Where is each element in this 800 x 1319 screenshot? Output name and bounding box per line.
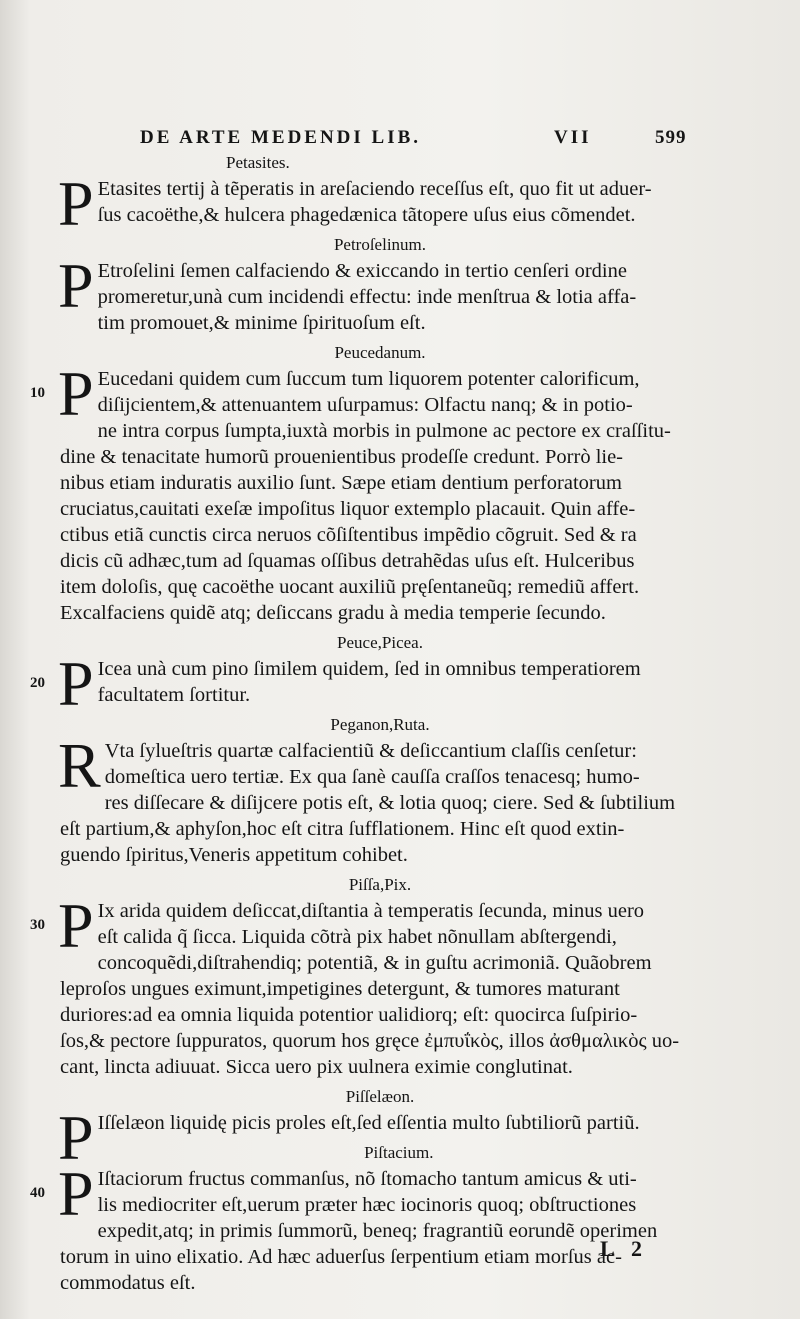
text-line: Excalfaciens quidẽ atq; deſiccans gradu à media temperie ſecundo. (60, 602, 606, 624)
text-line: guendo ſpiritus,Veneris appetitum cohibet. (60, 844, 408, 866)
drop-capital: P (58, 358, 94, 429)
margin-line-number: 20 (30, 675, 45, 691)
text-line: leproſos ungues eximunt,impetigines detergunt, & tumores maturant (60, 978, 620, 1000)
text-line: Iſſelæon liquidę picis proles eſt,ſed eſſentia multo ſubtiliorũ partiũ. (97, 1112, 640, 1134)
text-line: cant, lincta adiuuat. Sicca uero pix uulnera eximie conglutinat. (60, 1056, 573, 1078)
text-line: diſijcientem,& attenuantem uſurpamus: Olfactu nanq; & in potio- (97, 394, 633, 416)
text-line: Vta ſylueſtris quartæ calfacientiũ & deſiccantium claſſis cenſetur: (104, 740, 637, 762)
page-body (30, 152, 700, 1302)
text-line: commodatus eſt. (60, 1272, 196, 1294)
text-line: promeretur,unà cum incidendi effectu: inde menſtrua & lotia affa- (97, 286, 637, 308)
text-line: concoquẽdi,diſtrahendiq; potentiã, & in guſtu acrimoniã. Quãobrem (97, 952, 652, 974)
entry-heading: Peganon,Ruta. (330, 715, 430, 734)
book-number: VII (554, 127, 592, 148)
entry-paragraph (30, 358, 700, 626)
text-line: tim promouet,& minime ſpirituoſum eſt. (97, 312, 426, 334)
entry-paragraph (58, 250, 700, 336)
drop-capital: P (58, 250, 94, 321)
text-line: ctibus etiã cunctis circa neruos cõſiſtentibus impẽdio cõgruit. Sed & ra (60, 524, 637, 546)
entry-heading: Piſſelæon. (345, 1087, 415, 1106)
text-line: cruciatus,cauitati exeſæ impoſitus liquor extemplo placauit. Quin affe- (60, 498, 636, 520)
text-line: eſt calida q̃ ſicca. Liquida cõtrà pix habet nõnullam abſtergendi, (97, 926, 617, 948)
text-line: facultatem ſortitur. (97, 684, 251, 706)
drop-capital: P (58, 890, 94, 961)
text-line: Icea unà cum pino ſimilem quidem, ſed in omnibus temperatiorem (97, 658, 641, 680)
entry-paragraph (58, 168, 700, 239)
text-line: torum in uino elixatio. Ad hæc aduerſus ſerpentium etiam morſus ac- (60, 1246, 622, 1268)
text-line: Iſtaciorum fructus commanſus, nõ ſtomacho tantum amicus & uti- (97, 1168, 637, 1190)
entry-paragraph (30, 1158, 700, 1296)
entry-paragraph (58, 730, 700, 868)
entry-paragraph (30, 890, 700, 1080)
entry-heading: Peuce,Picea. (337, 633, 423, 652)
text-line: eſt partium,& aphyſon,hoc eſt citra ſufflationem. Hinc eſt quod extin- (60, 818, 625, 840)
entry-paragraph (30, 648, 700, 719)
margin-line-number: 40 (30, 1185, 45, 1201)
text-line: dicis cũ adhæc,tum ad ſquamas oſſibus detrahẽdas uſus eſt. Hulceribus (60, 550, 635, 572)
margin-line-number: 30 (30, 917, 45, 933)
entry-heading: Petasites. (226, 153, 290, 172)
page-number: 599 (655, 127, 687, 148)
entry-heading: Peucedanum. (334, 343, 426, 362)
entry-heading: Piſtacium. (364, 1143, 434, 1162)
text-line: Etasites tertij à tẽperatis in areſaciendo receſſus eſt, quo fit ut aduer- (97, 178, 652, 200)
text-line: ne intra corpus ſumpta,iuxtà morbis in pulmone ac pectore ex craſſitu- (97, 420, 671, 442)
text-line: ſus cacoëthe,& hulcera phagedænica tãtopere uſus eius cõmendet. (97, 204, 636, 226)
margin-line-number: 10 (30, 385, 45, 401)
signature-mark: L 2 (600, 1236, 648, 1261)
entry-heading: Piſſa,Pix. (348, 875, 412, 894)
text-line: duriores:ad ea omnia liquida potentior ualidiorq; eſt: quocirca ſuſpirio- (60, 1004, 638, 1026)
text-line: Eucedani quidem cum ſuccum tum liquorem potenter calorificum, (97, 368, 640, 390)
text-line: lis mediocriter eſt,uerum præter hæc iocinoris quoq; obſtructiones (97, 1194, 637, 1216)
text-line: nibus etiam induratis auxilio ſunt. Sæpe etiam dentium perforatorum (60, 472, 622, 494)
text-line: Etroſelini ſemen calfaciendo & exiccando in tertio cenſeri ordine (97, 260, 627, 282)
drop-capital: P (58, 648, 94, 719)
drop-capital: R (58, 730, 101, 801)
drop-capital: P (58, 1158, 94, 1229)
text-line: dine & tenacitate humorũ prouenientibus prodeſſe credunt. Porrò lie- (60, 446, 624, 468)
drop-capital: P (58, 168, 94, 239)
drop-capital: P (58, 1102, 94, 1173)
text-line: domeſtica uero tertiæ. Ex qua ſanè cauſſa craſſos tenacesq; humo- (104, 766, 640, 788)
text-line: expedit,atq; in primis ſummorũ, beneq; fragrantiũ eorundẽ operimen (97, 1220, 658, 1242)
text-line: ſos,& pectore ſuppuratos, quorum hos gręce ἐμπυΐκὸς, illos ἀσθμαλικὸς uo- (60, 1030, 680, 1052)
text-line: item doloſis, quę cacoëthe uocant auxiliũ pręſentaneũq; remediũ affert. (60, 576, 640, 598)
entry-heading: Petroſelinum. (333, 235, 427, 254)
text-line: res diſſecare & diſijcere potis eſt, & lotia quoq; ciere. Sed & ſubtilium (104, 792, 676, 814)
text-line: Ix arida quidem deſiccat,diſtantia à temperatis ſecunda, minus uero (97, 900, 645, 922)
running-title: DE ARTE MEDENDI LIB. (140, 127, 422, 148)
